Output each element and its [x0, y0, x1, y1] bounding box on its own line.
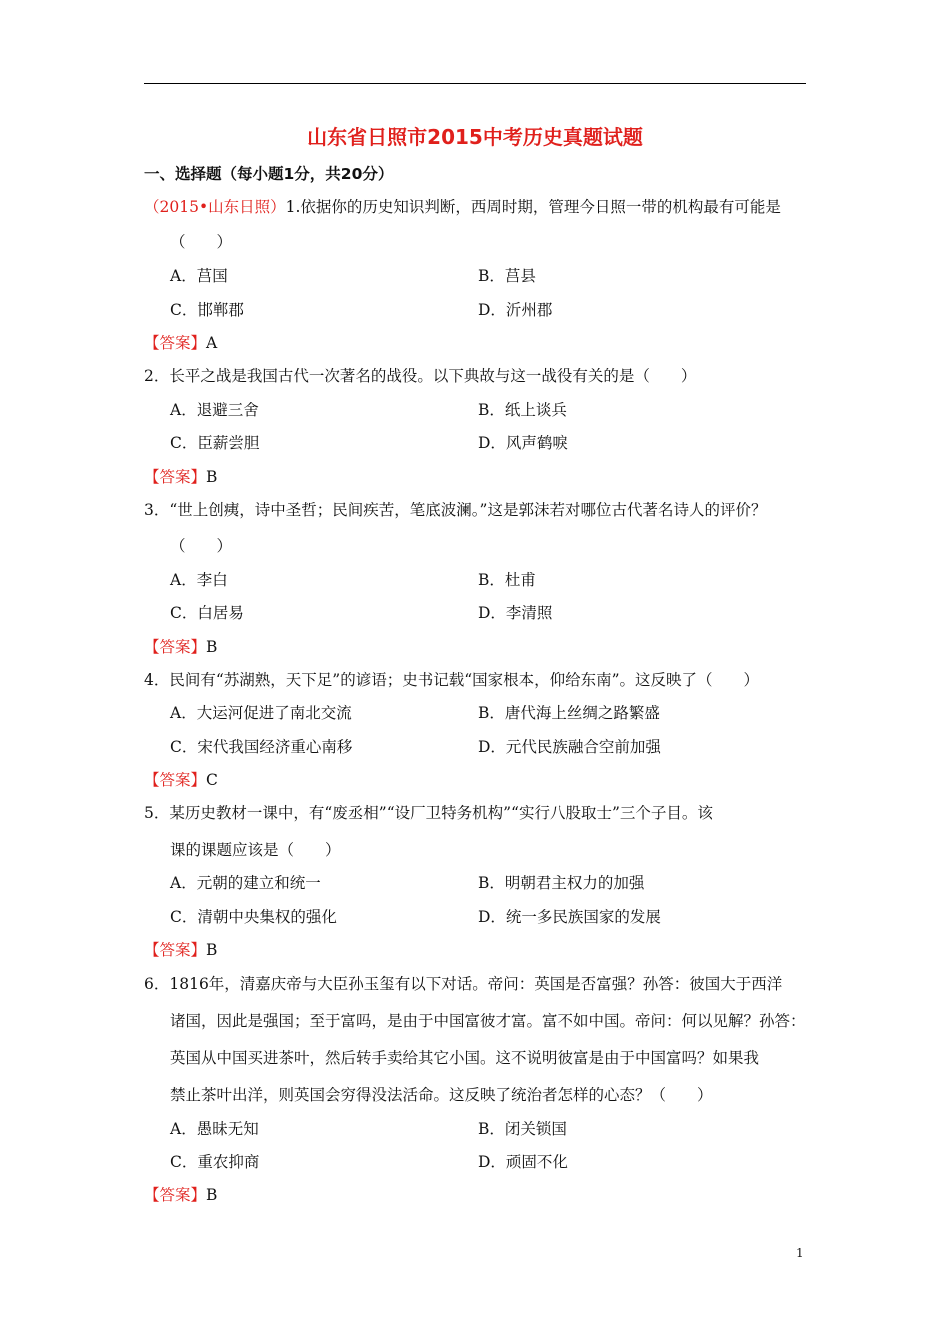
question-3-text: 3．“世上创痍，诗中圣哲；民间疾苦，笔底波澜。”这是郭沫若对哪位古代著名诗人的评价？	[144, 501, 767, 519]
question-5-option-a: A．元朝的建立和统一	[170, 874, 321, 892]
question-1-option-b: B．莒县	[478, 267, 536, 285]
question-2-option-c: C．臣薪尝胆	[170, 434, 260, 452]
question-1-text: 1.依据你的历史知识判断，西周时期，管理今日照一带的机构最有可能是	[285, 198, 781, 216]
question-4-option-a: A．大运河促进了南北交流	[170, 704, 352, 722]
question-4-option-b: B．唐代海上丝绸之路繁盛	[478, 704, 660, 722]
answer-value: C	[206, 771, 218, 789]
question-3-option-d: D．李清照	[478, 604, 553, 622]
question-6-text-2: 诸国，因此是强国；至于富吗，是由于中国富彼才富。富不如中国。帝问：何以见解？孙答：	[170, 1012, 806, 1030]
question-1-option-d: D．沂州郡	[478, 301, 553, 319]
answer-value: B	[206, 638, 218, 656]
header-rule	[144, 83, 806, 84]
answer-value: B	[206, 1186, 218, 1204]
question-6-text-3: 英国从中国买进茶叶，然后转手卖给其它小国。这不说明彼富是由于中国富吗？如果我	[170, 1049, 760, 1067]
question-6-option-a: A．愚昧无知	[170, 1120, 259, 1138]
page-number: 1	[796, 1246, 804, 1260]
question-4-option-c: C．宋代我国经济重心南移	[170, 738, 353, 756]
question-2-option-b: B．纸上谈兵	[478, 401, 567, 419]
answer-tag: 【答案】	[144, 941, 207, 959]
question-1	[144, 196, 781, 218]
question-5-option-c: C．清朝中央集权的强化	[170, 908, 337, 926]
question-6-text: 6．1816年，清嘉庆帝与大臣孙玉玺有以下对话。帝问：英国是否富强？孙答：彼国大于西洋	[144, 975, 783, 993]
question-2-text: 2．长平之战是我国古代一次著名的战役。以下典故与这一战役有关的是（ ）	[144, 367, 697, 385]
question-5-text: 5．某历史教材一课中，有“废丞相”“设厂卫特务机构”“实行八股取士”三个子目。该	[144, 804, 713, 822]
question-1-paren: （ ）	[170, 233, 233, 251]
answer-tag: 【答案】	[144, 638, 207, 656]
question-1-source: （2015•山东日照）	[144, 198, 286, 216]
answer-tag: 【答案】	[144, 334, 207, 352]
question-6-option-b: B．闭关锁国	[478, 1120, 567, 1138]
question-3-paren: （ ）	[170, 537, 233, 555]
question-3-option-c: C．白居易	[170, 604, 244, 622]
page-title: 山东省日照市2015中考历史真题试题	[307, 125, 643, 149]
question-6-option-d: D．顽固不化	[478, 1153, 568, 1171]
question-1-option-c: C．邯郸郡	[170, 301, 244, 319]
question-6-option-c: C．重农抑商	[170, 1153, 260, 1171]
question-3-option-b: B．杜甫	[478, 571, 536, 589]
question-1-answer	[144, 332, 217, 354]
question-4-answer	[144, 769, 218, 791]
question-5-option-d: D．统一多民族国家的发展	[478, 908, 661, 926]
question-2-answer	[144, 466, 217, 488]
question-2-option-d: D．风声鹤唳	[478, 434, 568, 452]
answer-tag: 【答案】	[144, 1186, 207, 1204]
question-4-option-d: D．元代民族融合空前加强	[478, 738, 661, 756]
section-heading: 一、选择题（每小题1分，共20分）	[144, 165, 394, 183]
answer-value: B	[206, 941, 218, 959]
question-1-option-a: A．莒国	[170, 267, 228, 285]
question-5-text-2: 课的课题应该是（ ）	[170, 841, 341, 859]
question-4-text: 4．民间有“苏湖熟，天下足”的谚语；史书记载“国家根本，仰给东南”。这反映了（ ）	[144, 671, 760, 689]
question-2-option-a: A．退避三舍	[170, 401, 259, 419]
question-6-text-4: 禁止茶叶出洋，则英国会穷得没法活命。这反映了统治者怎样的心态？（ ）	[170, 1086, 713, 1104]
question-3-option-a: A．李白	[170, 571, 228, 589]
question-5-option-b: B．明朝君主权力的加强	[478, 874, 645, 892]
answer-value: B	[206, 468, 218, 486]
answer-tag: 【答案】	[144, 468, 207, 486]
answer-value: A	[206, 334, 218, 352]
question-6-answer	[144, 1184, 217, 1206]
question-5-answer	[144, 939, 217, 961]
answer-tag: 【答案】	[144, 771, 207, 789]
question-3-answer	[144, 636, 217, 658]
